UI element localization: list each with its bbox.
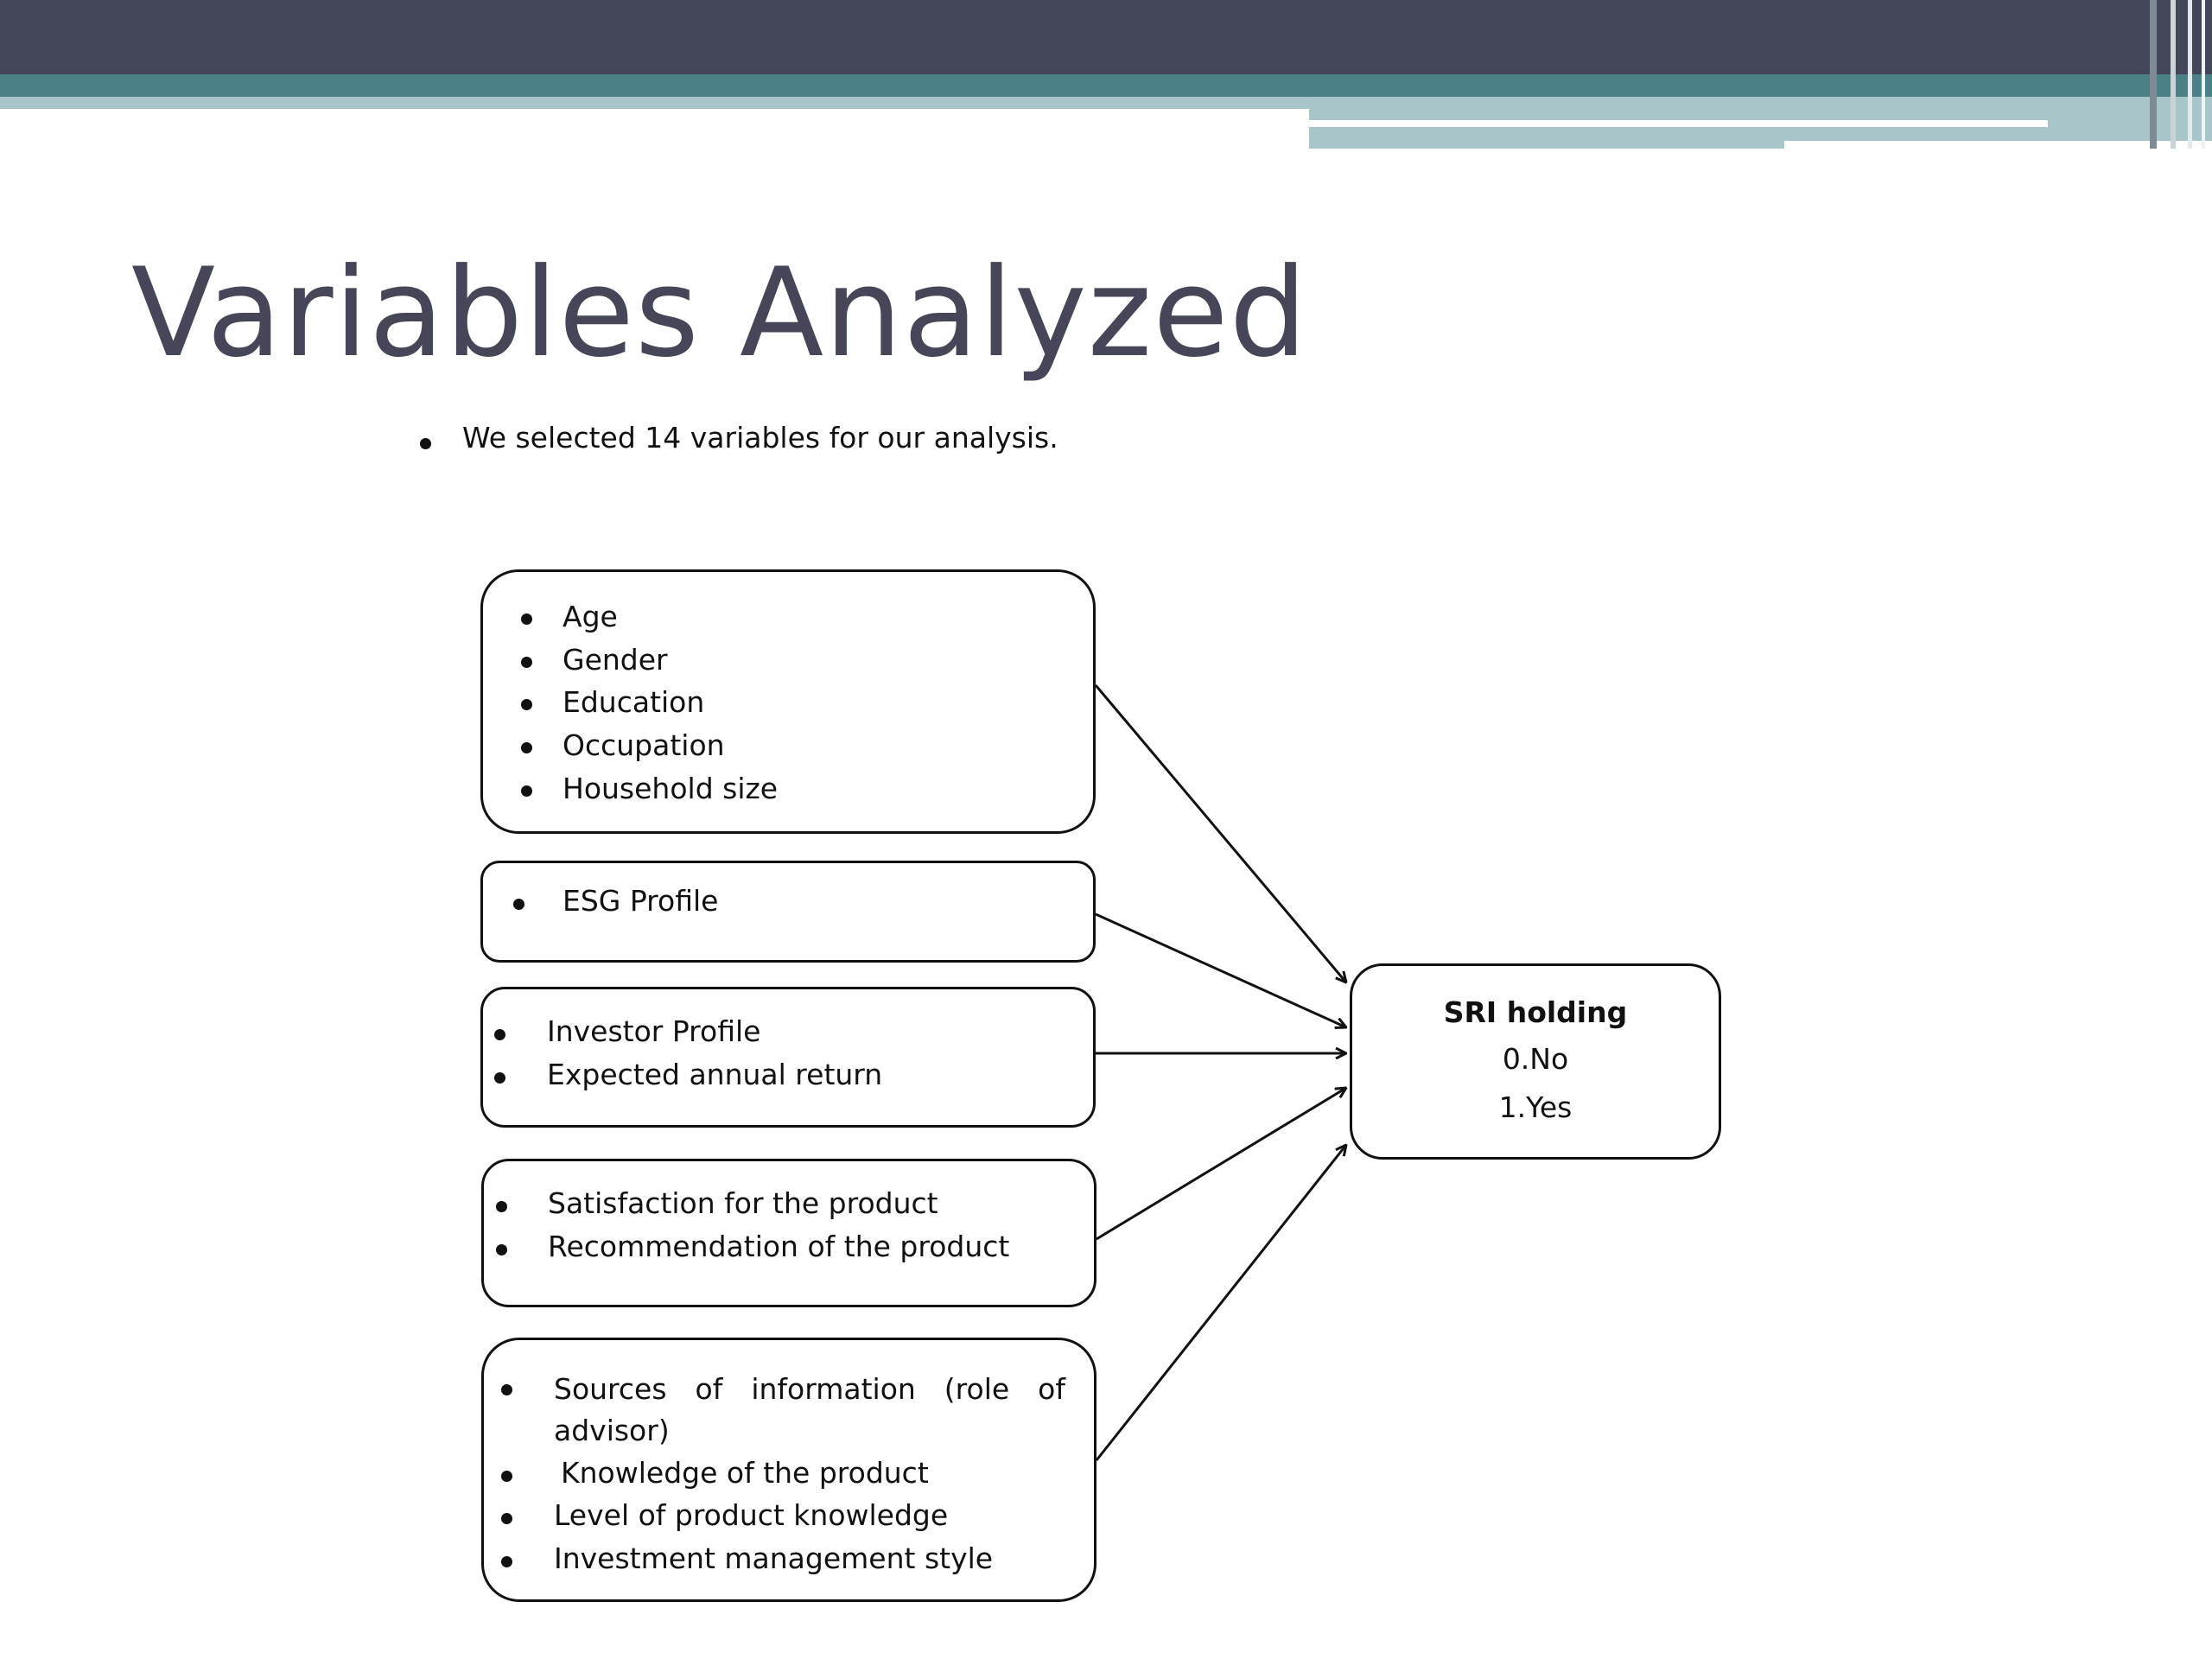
variable-item: Gender (563, 643, 668, 677)
target-option: 0.No (1502, 1042, 1569, 1076)
arrow-demographics-to-target (1096, 685, 1346, 982)
variable-item: ESG Profile (563, 884, 719, 918)
variable-item: Occupation (563, 728, 725, 762)
variable-item: Investment management style (554, 1541, 994, 1575)
variable-item: Satisfaction for the product (548, 1186, 938, 1220)
variable-item: Investor Profile (547, 1014, 761, 1048)
arrow-knowledge-to-target (1096, 1145, 1346, 1460)
variable-item: Household size (563, 772, 779, 805)
variable-item: Expected annual return (547, 1058, 883, 1091)
variable-item: Education (563, 685, 705, 719)
arrow-satisfaction-to-target (1096, 1088, 1346, 1239)
target-title: SRI holding (1443, 995, 1628, 1029)
intro-text: We selected 14 variables for our analysis. (462, 421, 1058, 454)
target-option: 1.Yes (1498, 1090, 1573, 1124)
variable-item: Age (563, 600, 618, 633)
arrow-esg-to-target (1096, 914, 1346, 1027)
variable-item: Level of product knowledge (554, 1498, 949, 1532)
variable-item: Sources of information (role of advisor) (554, 1372, 1065, 1447)
variable-item: Knowledge of the product (561, 1456, 929, 1490)
variable-item: Recommendation of the product (548, 1230, 1010, 1263)
slide-title: Variables Analyzed (131, 242, 1308, 385)
